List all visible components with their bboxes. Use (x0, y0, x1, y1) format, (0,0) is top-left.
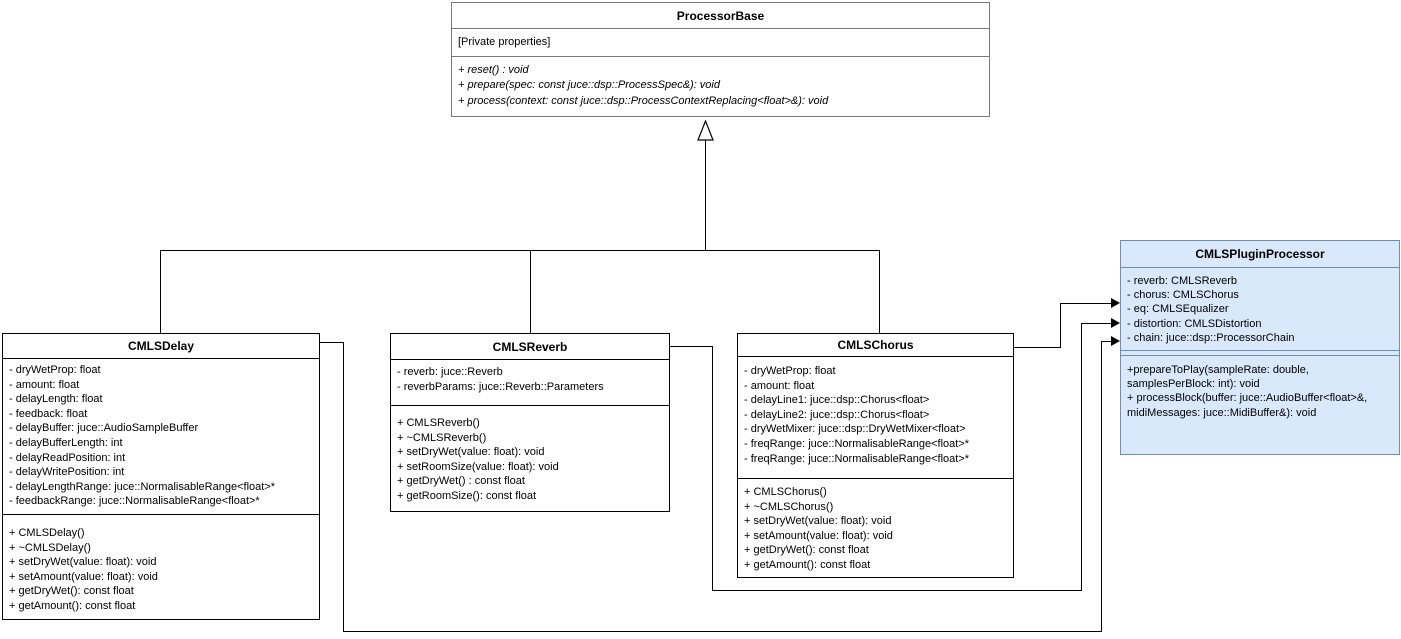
method-item: + CMLSDelay() (9, 527, 85, 539)
attribute-item: - distortion: CMLSDistortion (1127, 317, 1262, 330)
assoc-chorus-segment[interactable] (1060, 303, 1113, 304)
assoc-reverb-segment[interactable] (712, 346, 713, 591)
method-item: + reset() : void (458, 64, 529, 76)
class-box-processorbase[interactable] (451, 2, 990, 117)
attribute-item: - delayLengthRange: juce::NormalisableRange<float>* (9, 480, 276, 493)
attribute-item: - delayLine1: juce::dsp::Chorus<float> (744, 394, 930, 407)
inheritance-edge-chorus[interactable] (879, 250, 880, 333)
class-title: CMLSPluginProcessor (1195, 247, 1325, 261)
attributes-section (391, 359, 669, 405)
methods-section (391, 405, 669, 511)
class-box-cmlspluginprocessor[interactable] (1120, 240, 1400, 455)
attribute-item: - delayLine2: juce::dsp::Chorus<float> (744, 408, 930, 421)
assoc-reverb-segment[interactable] (670, 346, 713, 347)
class-box-cmlsdelay[interactable] (2, 333, 320, 620)
attribute-item: - feedbackRange: juce::NormalisableRange<float>* (9, 495, 260, 508)
methods-section (738, 478, 1013, 577)
method-item: + getDryWet() : const float (397, 475, 525, 488)
attribute-item: - reverb: juce::Reverb (397, 366, 503, 378)
attribute-item: - eq: CMLSEqualizer (1127, 303, 1229, 316)
assoc-reverb-segment[interactable] (712, 590, 1082, 591)
method-item: + process(context: const juce::dsp::ProcessContextReplacing<float>&): void (458, 94, 829, 107)
attribute-item: - dryWetProp: float (9, 364, 101, 376)
method-item: + ~CMLSChorus() (744, 500, 834, 513)
assoc-delay-segment[interactable] (1101, 341, 1102, 632)
attributes-section (738, 356, 1013, 478)
methods-section (452, 56, 989, 116)
attribute-item: - delayReadPosition: int (9, 451, 126, 464)
assoc-delay-segment[interactable] (320, 342, 344, 343)
assoc-reverb-segment[interactable] (1081, 323, 1113, 324)
method-item: + getDryWet(): const float (9, 585, 134, 598)
attribute-item: - delayBuffer: juce::AudioSampleBuffer (9, 422, 199, 435)
attributes-section (1121, 267, 1399, 350)
arrowhead-icon (1111, 336, 1120, 346)
attribute-item: - dryWetMixer: juce::dsp::DryWetMixer<float> (744, 423, 966, 436)
attribute-item: [Private properties] (458, 36, 551, 48)
method-item: + ~CMLSDelay() (9, 541, 91, 554)
inheritance-edge-segment[interactable] (705, 140, 706, 250)
method-item: + getAmount(): const float (744, 558, 871, 571)
method-item: + getDryWet(): const float (744, 544, 869, 557)
method-item: + CMLSChorus() (744, 486, 827, 498)
method-item: +prepareToPlay(sampleRate: double, (1127, 364, 1309, 376)
method-item: + ~CMLSReverb() (397, 431, 487, 444)
arrowhead-icon (1111, 318, 1120, 328)
class-title: CMLSDelay (127, 339, 195, 353)
attribute-item: - reverbParams: juce::Reverb::Parameters (397, 380, 604, 393)
method-item: + setDryWet(value: float): void (397, 446, 545, 459)
method-item: + processBlock(buffer: juce::AudioBuffer<float>&, (1127, 392, 1368, 405)
method-item: + getAmount(): const float (9, 599, 136, 612)
class-box-cmlschorus[interactable] (737, 333, 1014, 578)
attribute-item: - freqRange: juce::NormalisableRange<float>* (744, 452, 970, 465)
attributes-section (452, 28, 989, 56)
class-title: CMLSReverb (492, 339, 568, 354)
method-item: + setAmount(value: float): void (744, 529, 893, 542)
inheritance-edge-delay[interactable] (160, 250, 161, 333)
class-title: CMLSChorus (837, 338, 914, 352)
inheritance-triangle-icon (697, 120, 714, 141)
assoc-delay-segment[interactable] (343, 342, 344, 632)
method-item: + setAmount(value: float): void (9, 570, 158, 583)
attributes-section (3, 358, 319, 514)
attribute-item: - feedback: float (9, 407, 88, 420)
method-item: + getRoomSize(): const float (397, 489, 537, 502)
attribute-item: - chain: juce::dsp::ProcessorChain (1127, 331, 1295, 344)
method-item: + setDryWet(value: float): void (744, 515, 892, 528)
method-item: + CMLSReverb() (397, 417, 480, 429)
attribute-item: - reverb: CMLSReverb (1127, 275, 1238, 287)
assoc-chorus-segment[interactable] (1014, 347, 1061, 348)
arrowhead-icon (1111, 298, 1120, 308)
inheritance-bus-segment[interactable] (160, 250, 880, 251)
attribute-item: - delayLength: float (9, 393, 103, 406)
method-item: + setDryWet(value: float): void (9, 556, 157, 569)
attribute-item: - amount: float (9, 378, 80, 391)
methods-section (1121, 355, 1399, 454)
inheritance-edge-reverb[interactable] (530, 250, 531, 333)
assoc-chorus-segment[interactable] (1060, 303, 1061, 348)
assoc-delay-segment[interactable] (343, 631, 1102, 632)
method-item: + prepare(spec: const juce::dsp::ProcessSpec&): void (458, 79, 720, 92)
attribute-item: - freqRange: juce::NormalisableRange<float>* (744, 437, 970, 450)
method-item: midiMessages: juce::MidiBuffer&): void (1127, 406, 1317, 419)
class-title: ProcessorBase (676, 8, 765, 23)
assoc-reverb-segment[interactable] (1081, 323, 1082, 591)
class-box-cmlsreverb[interactable] (390, 333, 670, 512)
attribute-item: - chorus: CMLSChorus (1127, 289, 1239, 302)
methods-section (3, 514, 319, 619)
method-item: samplesPerBlock: int): void (1127, 378, 1260, 391)
attribute-item: - delayBufferLength: int (9, 436, 123, 449)
attribute-item: - dryWetProp: float (744, 365, 836, 377)
method-item: + setRoomSize(value: float): void (397, 460, 559, 473)
attribute-item: - delayWritePosition: int (9, 466, 125, 479)
attribute-item: - amount: float (744, 379, 815, 392)
